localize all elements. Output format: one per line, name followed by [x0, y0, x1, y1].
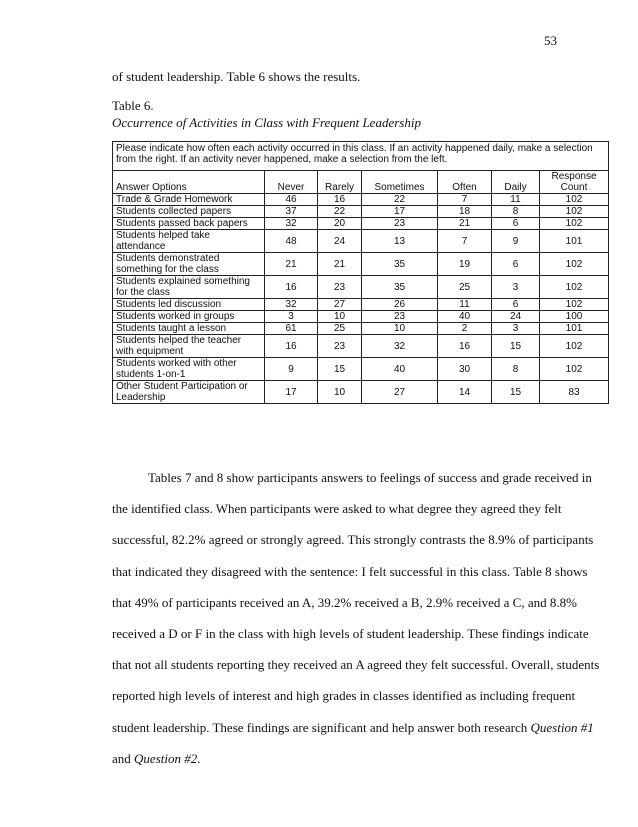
table-number: Table 6. [112, 98, 154, 113]
table-cell: 101 [540, 323, 609, 335]
table-cell: 11 [438, 299, 492, 311]
table-cell: 3 [265, 311, 318, 323]
row-label: Students helped take attendance [113, 230, 265, 253]
row-label: Students worked with other students 1-on-1 [113, 358, 265, 381]
table-cell: 22 [318, 206, 362, 218]
table-cell: 32 [265, 218, 318, 230]
table-row [113, 381, 609, 404]
table-row [113, 253, 609, 276]
table-row [113, 194, 609, 206]
table-cell: 16 [265, 335, 318, 358]
table-cell: 13 [362, 230, 438, 253]
column-header: Daily [492, 171, 540, 194]
table-cell: 22 [362, 194, 438, 206]
row-label: Students taught a lesson [113, 323, 265, 335]
table-cell: 102 [540, 218, 609, 230]
table-cell: 17 [265, 381, 318, 404]
table-cell: 24 [492, 311, 540, 323]
table-cell: 46 [265, 194, 318, 206]
question-reference: Question #1 [530, 719, 594, 735]
table-cell: 6 [492, 299, 540, 311]
table-cell: 35 [362, 276, 438, 299]
table-cell: 9 [265, 358, 318, 381]
table-row [113, 206, 609, 218]
column-header: Rarely [318, 171, 362, 194]
row-label: Students collected papers [113, 206, 265, 218]
paragraph-text: and [112, 750, 135, 766]
table-row [113, 323, 609, 335]
table-cell: 3 [492, 276, 540, 299]
table-cell: 102 [540, 276, 609, 299]
table-cell: 7 [438, 194, 492, 206]
table-cell: 40 [438, 311, 492, 323]
row-label: Students led discussion [113, 299, 265, 311]
column-header: Response Count [540, 171, 609, 194]
table-row [113, 299, 609, 311]
column-header: Often [438, 171, 492, 194]
body-paragraph [112, 462, 608, 774]
table-cell: 23 [318, 335, 362, 358]
table-cell: 23 [362, 311, 438, 323]
table-cell: 40 [362, 358, 438, 381]
table-cell: 14 [438, 381, 492, 404]
table-cell: 102 [540, 299, 609, 311]
row-label: Students passed back papers [113, 218, 265, 230]
table-cell: 15 [492, 335, 540, 358]
table-cell: 6 [492, 218, 540, 230]
table-cell: 9 [492, 230, 540, 253]
table-cell: 18 [438, 206, 492, 218]
table-row [113, 218, 609, 230]
table-cell: 32 [265, 299, 318, 311]
table-prompt: Please indicate how often each activity occurred in this class. If an activity happened daily, make a selection from the right. If an activity never happened, make a selection from the left. [113, 142, 609, 171]
table-cell: 10 [318, 381, 362, 404]
column-header: Answer Options [113, 171, 265, 194]
table-row [113, 230, 609, 253]
survey-table [112, 141, 609, 404]
table-cell: 48 [265, 230, 318, 253]
paragraph [112, 462, 608, 774]
intro-text: of student leadership. Table 6 shows the results. [112, 69, 361, 84]
table-cell: 102 [540, 335, 609, 358]
table-cell: 3 [492, 323, 540, 335]
column-header: Sometimes [362, 171, 438, 194]
table-cell: 11 [492, 194, 540, 206]
table-cell: 102 [540, 206, 609, 218]
page-number: 53 [544, 33, 557, 48]
table-header-row [113, 171, 609, 194]
table-cell: 16 [438, 335, 492, 358]
table-cell: 27 [362, 381, 438, 404]
paragraph-text: . [197, 750, 201, 766]
row-label: Students explained something for the class [113, 276, 265, 299]
table-cell: 6 [492, 253, 540, 276]
row-label: Trade & Grade Homework [113, 194, 265, 206]
table-cell: 19 [438, 253, 492, 276]
table-cell: 101 [540, 230, 609, 253]
table-cell: 24 [318, 230, 362, 253]
table-row [113, 311, 609, 323]
table-cell: 100 [540, 311, 609, 323]
table-cell: 15 [492, 381, 540, 404]
table-cell: 23 [362, 218, 438, 230]
table-cell: 8 [492, 358, 540, 381]
table-cell: 16 [318, 194, 362, 206]
row-label: Students helped the teacher with equipment [113, 335, 265, 358]
table-prompt-row [113, 142, 609, 171]
table-cell: 26 [362, 299, 438, 311]
table-cell: 102 [540, 253, 609, 276]
table-cell: 25 [318, 323, 362, 335]
row-label: Students demonstrated something for the class [113, 253, 265, 276]
table-cell: 2 [438, 323, 492, 335]
table-cell: 61 [265, 323, 318, 335]
table-cell: 83 [540, 381, 609, 404]
row-label: Students worked in groups [113, 311, 265, 323]
table-row [113, 335, 609, 358]
table-cell: 20 [318, 218, 362, 230]
table-cell: 37 [265, 206, 318, 218]
table-title: Occurrence of Activities in Class with Frequent Leadership [112, 115, 421, 130]
table-cell: 21 [438, 218, 492, 230]
table-cell: 30 [438, 358, 492, 381]
column-header: Never [265, 171, 318, 194]
table-row [113, 358, 609, 381]
table-cell: 102 [540, 358, 609, 381]
row-label: Other Student Participation or Leadership [113, 381, 265, 404]
table-cell: 32 [362, 335, 438, 358]
table-cell: 7 [438, 230, 492, 253]
table-cell: 15 [318, 358, 362, 381]
table-row [113, 276, 609, 299]
table-cell: 21 [318, 253, 362, 276]
question-reference: Question #2 [134, 750, 198, 766]
table-cell: 8 [492, 206, 540, 218]
table-cell: 10 [318, 311, 362, 323]
table-cell: 21 [265, 253, 318, 276]
table-body [113, 194, 609, 404]
paragraph-text: Tables 7 and 8 show participants answers to feelings of success and grade received in the identified class. When participants were asked to what degree they agreed they felt successful, 82.2% agreed or strongly agreed. This strongly contrasts the 8.9% of participants that indicated they disagreed with the sentence: I felt successful in this class. Table 8 shows that 49% of participants received an A, 39.2% received a B, 2.9% received a C, and 8.8% received a D or F in the class with high levels of student leadership. These findings indicate that not all students reporting they received an A agreed they felt successful. Overall, students reported high levels of interest and high grades in classes identified as including frequent student leadership. These findings are significant and help answer both research [112, 470, 600, 735]
table-cell: 27 [318, 299, 362, 311]
table-cell: 10 [362, 323, 438, 335]
table-cell: 35 [362, 253, 438, 276]
table-cell: 23 [318, 276, 362, 299]
table-cell: 16 [265, 276, 318, 299]
table-cell: 17 [362, 206, 438, 218]
table-cell: 102 [540, 194, 609, 206]
table-cell: 25 [438, 276, 492, 299]
